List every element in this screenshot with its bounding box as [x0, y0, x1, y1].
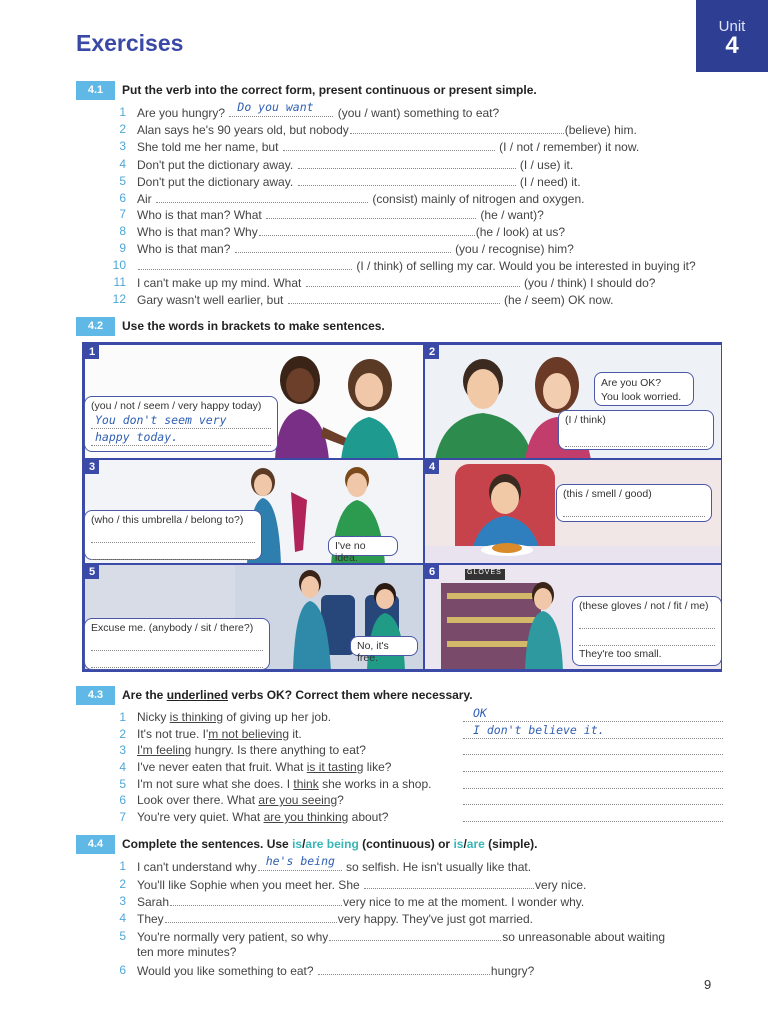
answer-blank[interactable] [288, 291, 500, 304]
answer-blank[interactable] [463, 807, 723, 822]
exercise-item [112, 893, 724, 909]
exercise-item [112, 910, 724, 926]
item-number: 4 [119, 157, 126, 171]
item-text: Alan says he's 90 years old, but nobody [137, 123, 349, 137]
exercise-item [112, 121, 724, 137]
speech-bubble-5 [350, 636, 418, 664]
exercise-item [112, 854, 724, 874]
answer-blank[interactable] [91, 653, 263, 668]
item-number: 3 [119, 894, 126, 908]
answer-blank[interactable] [235, 240, 451, 253]
item-text: hungry? [490, 964, 535, 978]
answer-blank[interactable] [463, 757, 723, 772]
unit-number: 4 [725, 32, 739, 59]
unit-tab [696, 0, 768, 72]
page-number: 9 [704, 977, 712, 992]
item-text: You're very quiet. What are you thinking about? [137, 810, 389, 824]
answer-blank[interactable] [364, 876, 534, 889]
item-number: 5 [119, 174, 126, 188]
item-text: Who is that man? Why [137, 225, 258, 239]
speech-bubble-3 [328, 536, 398, 564]
item-text: very nice to me at the moment. I wonder why. [343, 895, 585, 909]
item-text: (I / think) of selling my car. Would you be interested in buying it? [356, 259, 696, 273]
item-number: 1 [119, 105, 126, 119]
item-number: 4 [119, 911, 126, 925]
item-text: Who is that man? [137, 242, 231, 256]
bubble-text: They're too small. [579, 648, 662, 660]
section-badge: 4.3 [76, 686, 115, 705]
answer-blank[interactable] [91, 545, 255, 560]
item-number: 7 [119, 810, 126, 824]
item-text: I've never eaten that fruit. What is it tasting like? [137, 760, 392, 774]
exercise-item [112, 928, 724, 944]
answer-blank[interactable] [91, 414, 271, 429]
item-number: 5 [119, 777, 126, 791]
exercise-item [112, 274, 724, 290]
item-number: 11 [113, 275, 126, 289]
answer-blank[interactable] [463, 774, 723, 789]
item-text: I'm feeling hungry. Is there anything to eat? [137, 743, 366, 757]
handwritten-answer: Do you want [237, 100, 314, 114]
exercise-item [112, 257, 724, 273]
item-text: (you / think) I should do? [524, 276, 656, 290]
item-number: 3 [119, 743, 126, 757]
item-number: 10 [112, 258, 126, 272]
section-instruction: Are the underlined verbs OK? Correct them where necessary. [122, 688, 473, 702]
exercise-item [112, 156, 724, 172]
item-text: You'll like Sophie when you meet her. She [137, 878, 360, 892]
item-number: 2 [119, 122, 126, 136]
bubble-prompt: (these gloves / not / fit / me) [579, 600, 709, 612]
answer-blank[interactable] [138, 257, 352, 270]
answer-blank[interactable] [165, 910, 337, 923]
answer-blank[interactable] [329, 928, 501, 941]
item-text: I can't understand why [137, 860, 257, 874]
answer-blank[interactable] [170, 893, 342, 906]
item-text: Would you like something to eat? [137, 964, 314, 978]
item-text: (consist) mainly of nitrogen and oxygen. [372, 192, 585, 206]
item-text: Look over there. What are you seeing? [137, 793, 344, 807]
unit-label: Unit [718, 18, 746, 35]
item-text: I can't make up my mind. What [137, 276, 302, 290]
bubble-prompt: (I / think) [565, 414, 606, 426]
item-text: (he / look) at us? [475, 225, 566, 239]
page-title: Exercises [76, 30, 184, 56]
answer-blank[interactable] [463, 790, 723, 805]
speech-prompt-3 [84, 510, 262, 560]
exercise-item [112, 100, 724, 120]
exercise-item [112, 876, 724, 892]
item-text: (he / seem) OK now. [504, 293, 614, 307]
panel-number: 4 [429, 461, 436, 473]
answer-blank[interactable] [463, 740, 723, 755]
item-number: 5 [119, 929, 126, 943]
section-badge: 4.1 [76, 81, 115, 100]
answer-blank[interactable] [350, 121, 564, 134]
exercise-item-continued [112, 944, 724, 960]
answer-blank[interactable] [565, 432, 707, 447]
bubble-prompt: (who / this umbrella / belong to?) [91, 514, 244, 526]
section-badge: 4.2 [76, 317, 115, 336]
exercise-item [112, 240, 724, 256]
item-number: 1 [119, 710, 126, 724]
item-text: (I / use) it. [519, 158, 574, 172]
answer-blank[interactable] [463, 707, 723, 722]
item-text: so selfish. He isn't usually like that. [346, 860, 532, 874]
answer-blank[interactable] [229, 100, 333, 117]
item-text: I'm not sure what she does. I think she works in a shop. [137, 777, 432, 791]
handwritten-answer: You don't seem very [95, 413, 227, 427]
answer-blank[interactable] [91, 528, 255, 543]
item-number: 6 [119, 793, 126, 807]
speech-prompt-2 [558, 410, 714, 450]
item-text: She told me her name, but [137, 140, 279, 154]
section-instruction: Complete the sentences. Use is/are being (continuous) or is/are (simple). [122, 837, 538, 851]
bubble-prompt: Excuse me. (anybody / sit / there?) [91, 622, 254, 634]
answer-blank[interactable] [258, 854, 342, 871]
shop-sign: GLOVES [467, 569, 502, 576]
exercise-item [112, 173, 724, 189]
item-number: 2 [119, 727, 126, 741]
speech-prompt-6 [572, 596, 722, 666]
answer-blank[interactable] [266, 206, 476, 219]
item-number: 1 [119, 859, 126, 873]
item-text: (he / want)? [480, 208, 544, 222]
item-number: 3 [119, 139, 126, 153]
item-text: You're normally very patient, so why [137, 930, 329, 944]
bubble-text: No, it's free. [357, 640, 389, 664]
answer-blank[interactable] [298, 156, 516, 169]
item-text: They [137, 912, 164, 926]
speech-bubble-2 [594, 372, 694, 406]
item-text: Are you hungry? [137, 106, 226, 120]
item-text: Don't put the dictionary away. [137, 158, 294, 172]
handwritten-answer: happy today. [95, 430, 179, 444]
item-text: (I / not / remember) it now. [499, 140, 640, 154]
panel-number: 5 [89, 566, 96, 578]
panel-number: 2 [429, 346, 436, 358]
answer-blank[interactable] [259, 223, 475, 236]
item-text: (you / recognise) him? [455, 242, 574, 256]
exercise-item [112, 962, 724, 978]
answer-blank[interactable] [91, 431, 271, 446]
item-text: very nice. [535, 878, 587, 892]
exercise-item [112, 223, 724, 239]
exercise-item [112, 291, 724, 307]
exercise-item [112, 190, 724, 206]
answer-blank[interactable] [298, 173, 516, 186]
panel-number: 3 [89, 461, 96, 473]
speech-prompt-5 [84, 618, 270, 670]
answer-blank[interactable] [463, 724, 723, 739]
handwritten-answer: I don't believe it. [473, 723, 605, 737]
exercise-item [112, 206, 724, 222]
item-number: 6 [119, 963, 126, 977]
bubble-text: I've no idea. [335, 540, 366, 564]
handwritten-answer: OK [473, 706, 487, 720]
item-text: Who is that man? What [137, 208, 262, 222]
answer-blank[interactable] [156, 190, 368, 203]
item-number: 12 [112, 292, 126, 306]
item-text: (believe) him. [564, 123, 637, 137]
panel-number: 6 [429, 566, 436, 578]
answer-blank[interactable] [91, 636, 263, 651]
bubble-prompt: (this / smell / good) [563, 488, 652, 500]
item-number: 9 [119, 241, 126, 255]
picture-panel-grid [82, 342, 722, 672]
answer-blank[interactable] [283, 138, 495, 151]
section-instruction: Use the words in brackets to make sentences. [122, 319, 385, 333]
item-number: 2 [119, 877, 126, 891]
item-text: Nicky is thinking of giving up her job. [137, 710, 332, 724]
item-text: Sarah [137, 895, 170, 909]
item-text: very happy. They've just got married. [337, 912, 533, 926]
item-text: It's not true. I'm not believing it. [137, 727, 302, 741]
item-number: 7 [119, 207, 126, 221]
item-text: Don't put the dictionary away. [137, 175, 294, 189]
answer-blank[interactable] [579, 614, 715, 629]
item-number: 4 [119, 760, 126, 774]
bubble-text: Are you OK? [601, 377, 662, 389]
answer-blank[interactable] [563, 502, 705, 517]
answer-blank[interactable] [318, 962, 490, 975]
handwritten-answer: he's being [265, 854, 335, 868]
item-text: Gary wasn't well earlier, but [137, 293, 284, 307]
item-text: ten more minutes? [137, 945, 237, 959]
section-instruction: Put the verb into the correct form, present continuous or present simple. [122, 83, 537, 97]
item-text: so unreasonable about waiting [502, 930, 666, 944]
speech-prompt-1 [84, 396, 278, 452]
item-text: Air [137, 192, 152, 206]
item-number: 8 [119, 224, 126, 238]
bubble-text: You look worried. [601, 391, 682, 403]
answer-blank[interactable] [306, 274, 520, 287]
item-text: (you / want) something to eat? [337, 106, 500, 120]
item-number: 6 [119, 191, 126, 205]
speech-prompt-4 [556, 484, 712, 522]
exercise-item [112, 138, 724, 154]
section-badge: 4.4 [76, 835, 115, 854]
answer-blank[interactable] [579, 631, 715, 646]
item-text: (I / need) it. [519, 175, 581, 189]
panel-number: 1 [89, 346, 96, 358]
bubble-prompt: (you / not / seem / very happy today) [91, 400, 262, 412]
